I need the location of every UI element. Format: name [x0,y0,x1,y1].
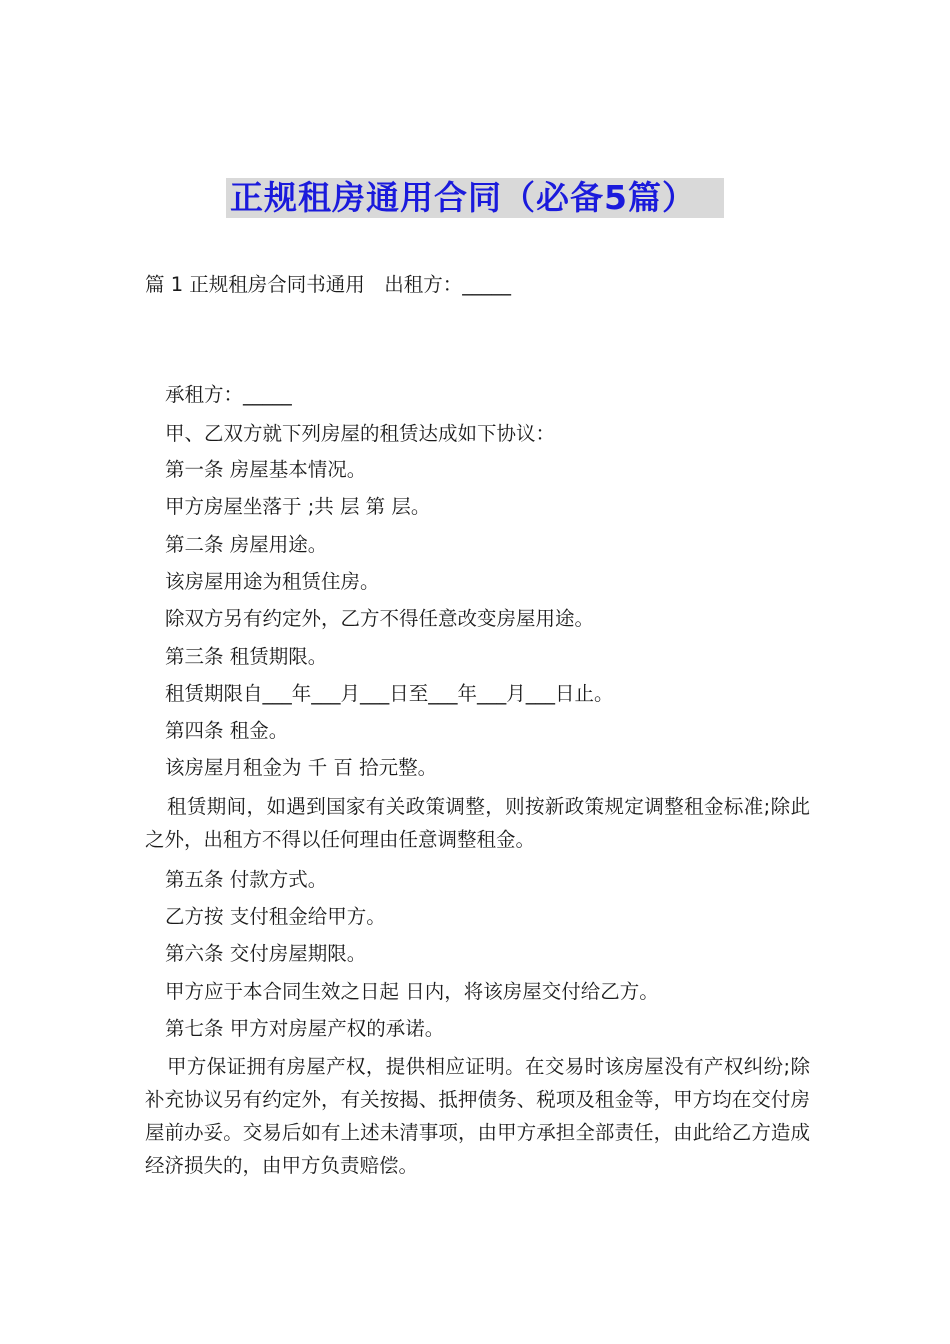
article-2-text-2: 除双方另有约定外，乙方不得任意改变房屋用途。 [165,607,595,630]
article-3-heading: 第三条 租赁期限。 [165,645,328,668]
article-1-heading: 第一条 房屋基本情况。 [165,458,367,481]
article-6-heading: 第六条 交付房屋期限。 [165,942,367,965]
article-1-text: 甲方房屋坐落于 ;共 层 第 层。 [165,495,431,518]
article-5-heading: 第五条 付款方式。 [165,868,328,891]
article-2-text: 该房屋用途为租赁住房。 [165,570,380,593]
article-3-text: 租赁期限自___年___月___日至___年___月___日止。 [165,682,614,705]
article-4-text: 该房屋月租金为 千 百 拾元整。 [165,756,438,779]
article-7-heading: 第七条 甲方对房屋产权的承诺。 [165,1017,445,1040]
agreement-intro: 甲、乙双方就下列房屋的租赁达成如下协议： [165,422,556,445]
article-2-heading: 第二条 房屋用途。 [165,533,328,556]
article-4-heading: 第四条 租金。 [165,719,289,742]
document-title: 正规租房通用合同（必备5篇） [226,178,724,218]
title-wrap [0,178,950,218]
article-6-text: 甲方应于本合同生效之日起 日内，将该房屋交付给乙方。 [165,980,659,1003]
title-guarantee-paragraph: 甲方保证拥有房屋产权，提供相应证明。在交易时该房屋没有产权纠纷;除补充协议另有约定外，有关按揭、抵押债务、税项及租金等，甲方均在交付房屋前办妥。交易后如有上述未清事项，由甲方承担全部责任，由此给乙方造成经济损失的，由甲方负责赔偿。 [145,1055,810,1177]
lessee-line: 承租方：_____ [165,383,292,406]
section-heading-line: 篇 1 正规租房合同书通用 出租方：_____ [145,273,512,296]
article-5-text: 乙方按 支付租金给甲方。 [165,905,386,928]
rent-adjust-paragraph: 租赁期间，如遇到国家有关政策调整，则按新政策规定调整租金标准;除此之外，出租方不得以任何理由任意调整租金。 [145,795,810,851]
